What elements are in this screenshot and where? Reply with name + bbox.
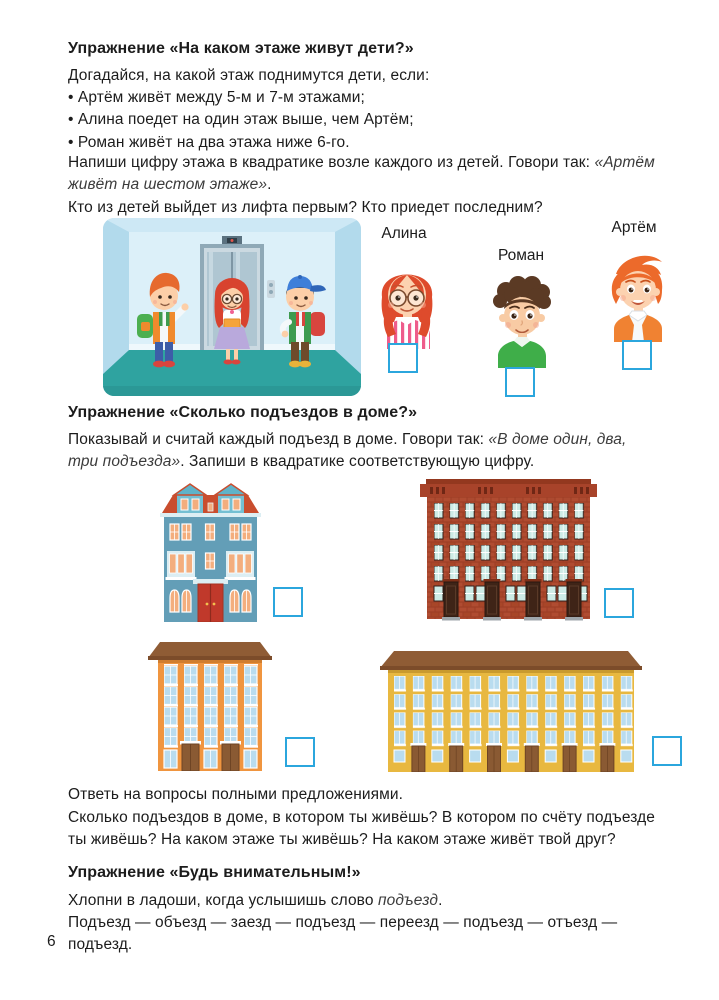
artem-portrait [596,242,680,342]
exercise1-intro: Догадайся, на какой этаж поднимутся дети, если: [68,67,430,84]
answer-box-building2[interactable] [604,588,634,618]
answer-box-building1[interactable] [273,587,303,617]
task-quote: «В доме один, два, три подъезда» [68,431,627,471]
building-blue-house [157,483,264,622]
task-text: Показывай и считай каждый подъезд в доме. Говори так: [68,431,489,448]
page-number: 6 [47,933,56,950]
exercise1-task [68,152,656,197]
building-brick-house [420,479,597,623]
exercise2-task [68,429,656,474]
child-name-alina: Алина [381,225,427,242]
bullet-item: • Артём живёт между 5-м и 7-м этажами; [68,89,365,106]
task-period: . [267,176,272,194]
building1-entrance-door [198,584,223,622]
exercise2-questions: Сколько подъездов в доме, в котором ты живёшь? В котором по счёту подъезде ты живёшь? На каком этаже ты живёшь? На каком этаже живёт твой друг? [68,809,655,849]
exercise3-word-chain: Подъезд — объезд — заезд — подъезд — переезд — подъезд — отъезд — подъезд. [68,914,618,954]
task-rest: . Запиши в квадратике соответствующую цифру. [180,453,535,471]
answer-box-building3[interactable] [285,737,315,767]
task-text: Хлопни в ладоши, когда услышишь слово [68,892,378,909]
bullet-item: • Алина поедет на один этаж выше, чем Артём; [68,111,414,129]
answer-box-artem[interactable] [622,340,652,370]
task-text: Напиши цифру этажа в квадратике возле каждого из детей. Говори так: [68,154,595,171]
exercise3-task [68,890,656,912]
exercise1-title: Упражнение «На каком этаже живут дети?» [68,40,414,57]
answer-box-alina[interactable] [388,343,418,373]
roman-portrait [480,268,564,368]
answer-box-building4[interactable] [652,736,682,766]
task-word: подъезд [377,892,439,909]
child-name-artem: Артём [611,219,657,236]
task-period: . [438,892,443,909]
alina-portrait [366,249,450,349]
building-orange-house [146,638,274,771]
bullet-item: • Роман живёт на два этажа ниже 6-го. [68,133,350,151]
exercise3-title: Упражнение «Будь внимательным!» [68,864,361,881]
child-name-roman: Роман [497,247,545,264]
building-yellow-house [380,646,642,772]
exercise1-question: Кто из детей выйдет из лифта первым? Кто приедет последним? [68,199,543,216]
exercise1-bullets [68,87,656,154]
answer-box-roman[interactable] [505,367,535,397]
task-quote: «Артём живёт на шестом этаже» [68,154,655,194]
elevator-scene-illustration [103,218,361,396]
exercise2-title: Упражнение «Сколько подъездов в доме?» [68,404,418,421]
exercise2-answer-prompt: Ответь на вопросы полными предложениями. [68,786,404,803]
